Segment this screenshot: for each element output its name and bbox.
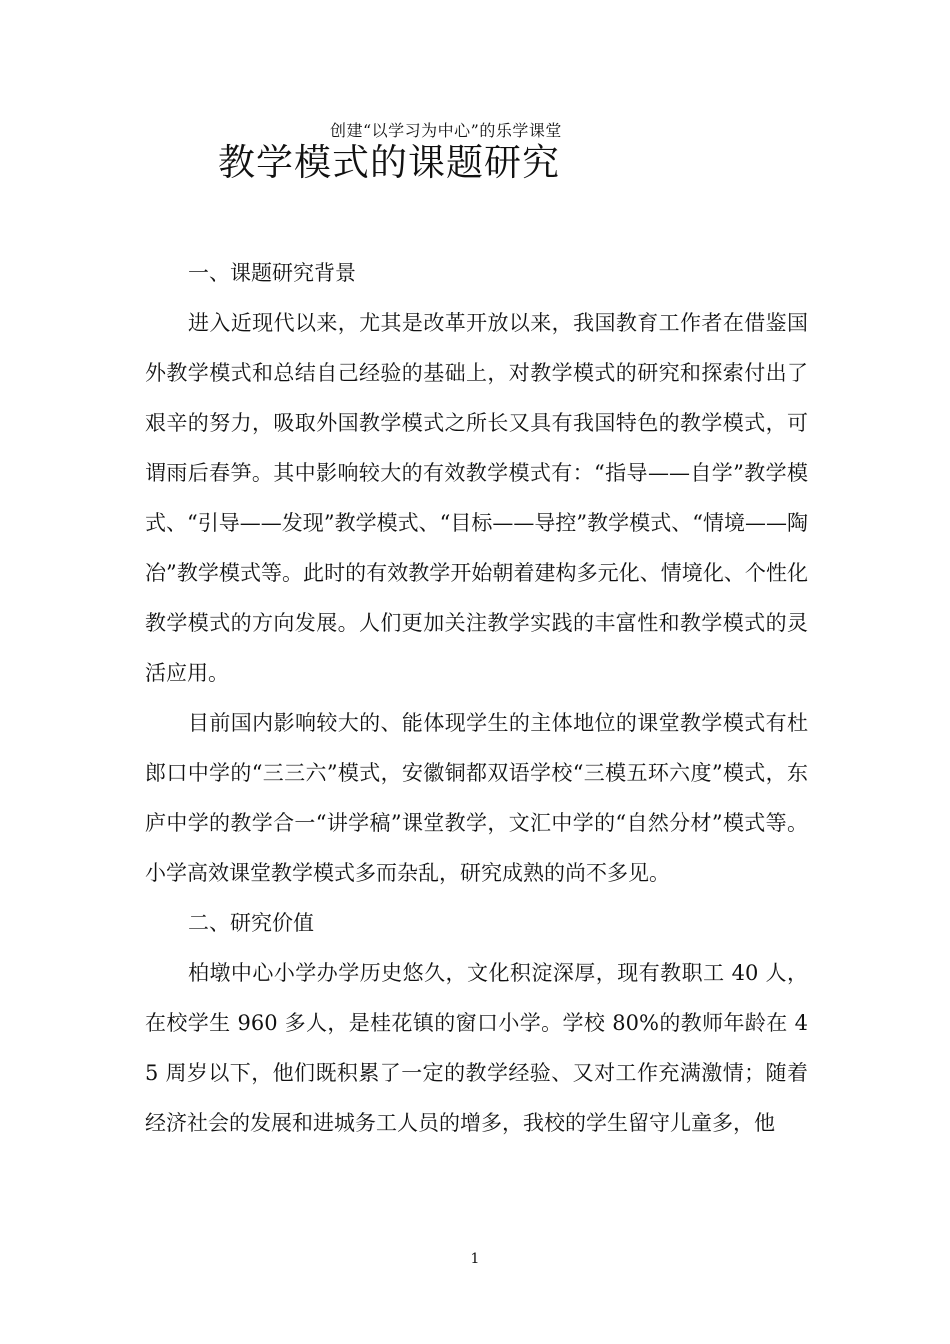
document-title: 教学模式的课题研究 — [218, 141, 560, 184]
document-body — [145, 248, 808, 1148]
paragraph-background-2: 目前国内影响较大的、能体现学生的主体地位的课堂教学模式有杜郎口中学的“三三六”模式，安徽铜都双语学校“三模五环六度”模式，东庐中学的教学合一“讲学稿”课堂教学，文汇中学的“自然分材”模式等。小学高效课堂教学模式多而杂乱，研究成熟的尚不多见。 — [145, 711, 808, 885]
paragraph-value-1: 柏墩中心小学办学历史悠久，文化积淀深厚，现有教职工 40 人，在校学生 960 多人，是桂花镇的窗口小学。学校 80%的教师年龄在 45 周岁以下，他们既积累了一定的教学经验、又对工作充满激情；随着经济社会的发展和进城务工人员的增多，我校的学生留守儿童多，他 — [145, 961, 808, 1135]
section-heading-background: 一、课题研究背景 — [188, 261, 356, 285]
paragraph-background-1: 进入近现代以来，尤其是改革开放以来，我国教育工作者在借鉴国外教学模式和总结自己经验的基础上，对教学模式的研究和探索付出了艰辛的努力，吸取外国教学模式之所长又具有我国特色的教学模式，可谓雨后春笋。其中影响较大的有效教学模式有：“指导——自学”教学模式、“引导——发现”教学模式、“目标——导控”教学模式、“情境——陶冶”教学模式等。此时的有效教学开始朝着建构多元化、情境化、个性化教学模式的方向发展。人们更加关注教学实践的丰富性和教学模式的灵活应用。 — [145, 311, 808, 685]
page-number: 1 — [470, 1251, 480, 1267]
document-subtitle: 创建“以学习为中心”的乐学课堂 — [330, 121, 562, 140]
section-heading-value: 二、研究价值 — [188, 911, 314, 935]
